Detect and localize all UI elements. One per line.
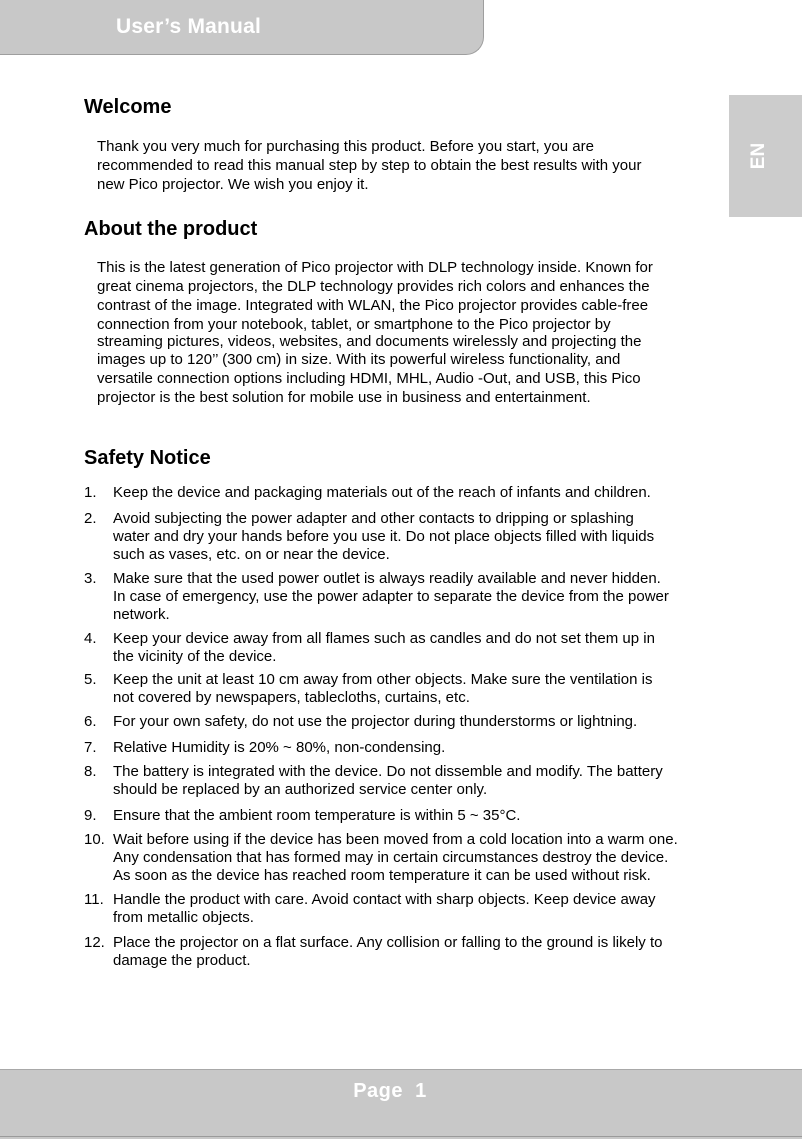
item-number: 8. <box>84 763 97 780</box>
item-number: 9. <box>84 807 97 824</box>
item-line: In case of emergency, use the power adapter to separate the device from the power <box>113 588 669 605</box>
about-line: This is the latest generation of Pico projector with DLP technology inside. Known for <box>97 259 653 276</box>
item-line: Handle the product with care. Avoid contact with sharp objects. Keep device away <box>113 891 656 908</box>
item-number: 11. <box>84 891 104 908</box>
item-line: Any condensation that has formed may in certain circumstances destroy the device. <box>113 849 669 866</box>
item-line: should be replaced by an authorized service center only. <box>113 781 488 798</box>
about-line: great cinema projectors, the DLP technology provides rich colors and enhances the <box>97 278 650 295</box>
safety-item <box>84 831 724 885</box>
item-line: Keep the device and packaging materials out of the reach of infants and children. <box>113 484 651 501</box>
item-line: For your own safety, do not use the projector during thunderstorms or lightning. <box>113 713 638 730</box>
item-line: Place the projector on a flat surface. Any collision or falling to the ground is likely to <box>113 934 663 951</box>
welcome-line: recommended to read this manual step by step to obtain the best results with your <box>97 157 642 174</box>
about-line: connection from your notebook, tablet, or smartphone to the Pico projector by <box>97 316 611 333</box>
item-line: Keep your device away from all flames such as candles and do not set them up in <box>113 630 655 647</box>
page-footer <box>0 1069 802 1139</box>
manual-title: User’s Manual <box>116 15 261 38</box>
item-line: not covered by newspapers, tablecloths, curtains, etc. <box>113 689 470 706</box>
about-line: versatile connection options including HDMI, MHL, Audio -Out, and USB, this Pico <box>97 370 641 387</box>
welcome-line: new Pico projector. We wish you enjoy it. <box>97 176 369 193</box>
safety-item <box>84 934 724 970</box>
safety-item <box>84 484 724 502</box>
item-line: Ensure that the ambient room temperature is within 5 ~ 35°C. <box>113 807 521 824</box>
safety-item <box>84 739 724 757</box>
item-line: As soon as the device has reached room temperature it can be used without risk. <box>113 867 651 884</box>
about-line: streaming pictures, videos, websites, and documents wirelessly and projecting the <box>97 333 642 350</box>
item-number: 10. <box>84 831 105 848</box>
item-line: Keep the unit at least 10 cm away from other objects. Make sure the ventilation is <box>113 671 653 688</box>
safety-item <box>84 671 724 707</box>
about-heading: About the product <box>84 218 258 240</box>
safety-item <box>84 570 724 624</box>
item-line: Wait before using if the device has been moved from a cold location into a warm one. <box>113 831 678 848</box>
item-line: water and dry your hands before you use it. Do not place objects filled with liquids <box>113 528 655 545</box>
item-number: 5. <box>84 671 97 688</box>
safety-item <box>84 763 724 799</box>
item-line: damage the product. <box>113 952 251 969</box>
about-paragraph <box>97 258 707 407</box>
about-line: projector is the best solution for mobile use in business and entertainment. <box>97 389 591 406</box>
safety-list <box>84 484 724 970</box>
language-label: EN <box>748 142 769 170</box>
page-number: Page 1 <box>353 1080 427 1102</box>
item-line: from metallic objects. <box>113 909 254 926</box>
about-line: contrast of the image. Integrated with WLAN, the Pico projector provides cable-free <box>97 297 649 314</box>
item-number: 2. <box>84 510 97 527</box>
welcome-heading: Welcome <box>84 96 172 118</box>
item-number: 12. <box>84 934 105 951</box>
item-line: The battery is integrated with the device. Do not dissemble and modify. The battery <box>113 763 663 780</box>
footer-divider <box>0 1136 802 1137</box>
item-number: 1. <box>84 484 97 501</box>
item-number: 7. <box>84 739 97 756</box>
safety-item <box>84 713 724 731</box>
safety-item <box>84 807 724 825</box>
safety-heading: Safety Notice <box>84 447 211 469</box>
safety-item <box>84 630 724 666</box>
item-line: the vicinity of the device. <box>113 648 277 665</box>
item-number: 6. <box>84 713 97 730</box>
welcome-paragraph <box>97 137 707 194</box>
item-line: Avoid subjecting the power adapter and other contacts to dripping or splashing <box>113 510 634 527</box>
header-tab <box>0 0 484 55</box>
item-number: 4. <box>84 630 97 647</box>
item-line: such as vases, etc. on or near the device. <box>113 546 390 563</box>
item-line: network. <box>113 606 170 623</box>
safety-item <box>84 510 724 564</box>
item-number: 3. <box>84 570 97 587</box>
welcome-line: Thank you very much for purchasing this product. Before you start, you are <box>97 138 594 155</box>
safety-item <box>84 891 724 927</box>
item-line: Make sure that the used power outlet is always readily available and never hidden. <box>113 570 661 587</box>
about-line: images up to 120’’ (300 cm) in size. With its powerful wireless functionality, and <box>97 351 621 368</box>
item-line: Relative Humidity is 20% ~ 80%, non-condensing. <box>113 739 446 756</box>
